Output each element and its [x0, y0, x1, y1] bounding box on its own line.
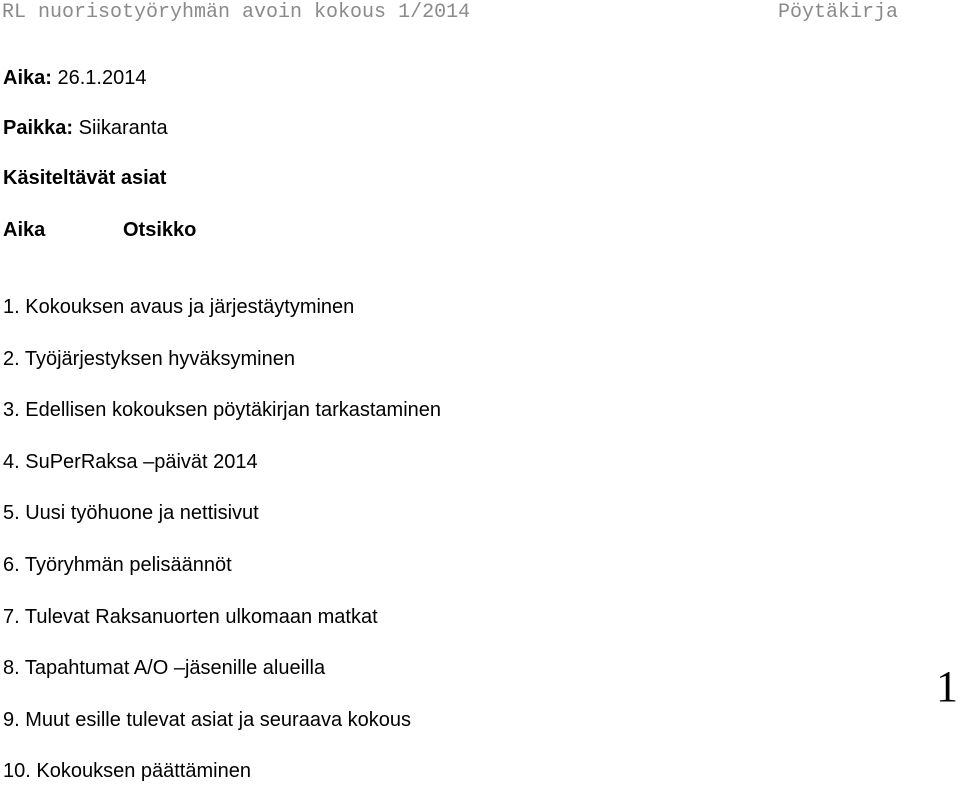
meeting-place-value: Siikaranta — [78, 117, 168, 139]
document-header — [0, 0, 960, 30]
page-number: 1 — [936, 662, 958, 711]
table-header-time: Aika — [3, 219, 46, 241]
agenda-item: 5. Uusi työhuone ja nettisivut — [3, 502, 259, 525]
agenda-item: 2. Työjärjestyksen hyväksyminen — [3, 347, 295, 370]
meeting-time-label: Aika: — [3, 67, 52, 89]
meeting-place-line — [3, 116, 168, 140]
meeting-place-label: Paikka: — [3, 117, 74, 139]
agenda-item: 1. Kokouksen avaus ja järjestäytyminen — [3, 296, 355, 318]
agenda-item: 4. SuPerRaksa –päivät 2014 — [3, 450, 258, 473]
agenda-item: 10. Kokouksen päättäminen — [3, 760, 251, 783]
document-title: RL nuorisotyöryhmän avoin kokous 1/2014 — [2, 1, 471, 24]
meeting-time-value: 26.1.2014 — [57, 67, 147, 89]
agenda-item: 8. Tapahtumat A/O –jäsenille alueilla — [3, 657, 326, 680]
agenda-item: 9. Muut esille tulevat asiat ja seuraava kokous — [3, 708, 411, 731]
agenda-section-title: Käsiteltävät asiat — [3, 167, 167, 189]
agenda-item: 7. Tulevat Raksanuorten ulkomaan matkat — [3, 605, 378, 628]
agenda-item: 6. Työryhmän pelisäännöt — [3, 553, 232, 576]
agenda-item: 3. Edellisen kokouksen pöytäkirjan tarkastaminen — [3, 399, 442, 422]
table-header-title: Otsikko — [123, 219, 197, 241]
meeting-time-line — [3, 66, 146, 90]
document-type: Pöytäkirja — [777, 1, 898, 24]
agenda-list — [3, 295, 441, 811]
